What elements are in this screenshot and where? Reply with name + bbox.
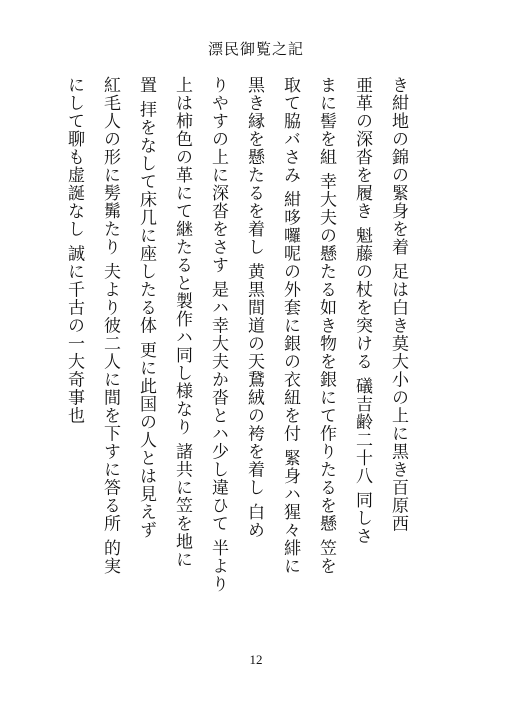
text-line: 黒き縁を懸たるを着し 黄黒間道の天鵞絨の袴を着し 白め [244, 76, 264, 539]
text-line: 置 拝をなして床几に座したる体 更に此国の人とは見えず [136, 76, 156, 539]
text-line: 取て脇バさみ 紺哆囉呢の外套に銀の衣紐を付 緊身ハ猩々緋に [280, 76, 300, 575]
page-number: 12 [249, 652, 263, 667]
vertical-text-body [56, 76, 416, 616]
text-line: 紅毛人の形に髣髴たり 夫より彼二人に間を下すに答る所 的実 [100, 76, 120, 575]
running-title: 漂民御覧之記 [207, 40, 304, 58]
text-line: にして聊も虚誕なし 誠に千古の一大奇事也 [64, 76, 84, 425]
text-line: りやすの上に深沓をさす 是ハ幸大夫か沓とハ少し違ひて 半より [208, 76, 228, 593]
text-line: き紺地の錦の緊身を着 足は白き莫大小の上に黒き百原西 [388, 76, 408, 533]
text-line: まに髻を組 幸大夫の懸たる如き物を銀にて作りたるを懸 笠を [316, 76, 336, 575]
text-line: 亜革の深沓を履き 魁藤の杖を突ける 礒吉齢二十八 同しさ [352, 76, 372, 546]
text-line: 上は柿色の革にて継たると製作ハ同し様なり 諸共に笠を地に [172, 76, 192, 569]
